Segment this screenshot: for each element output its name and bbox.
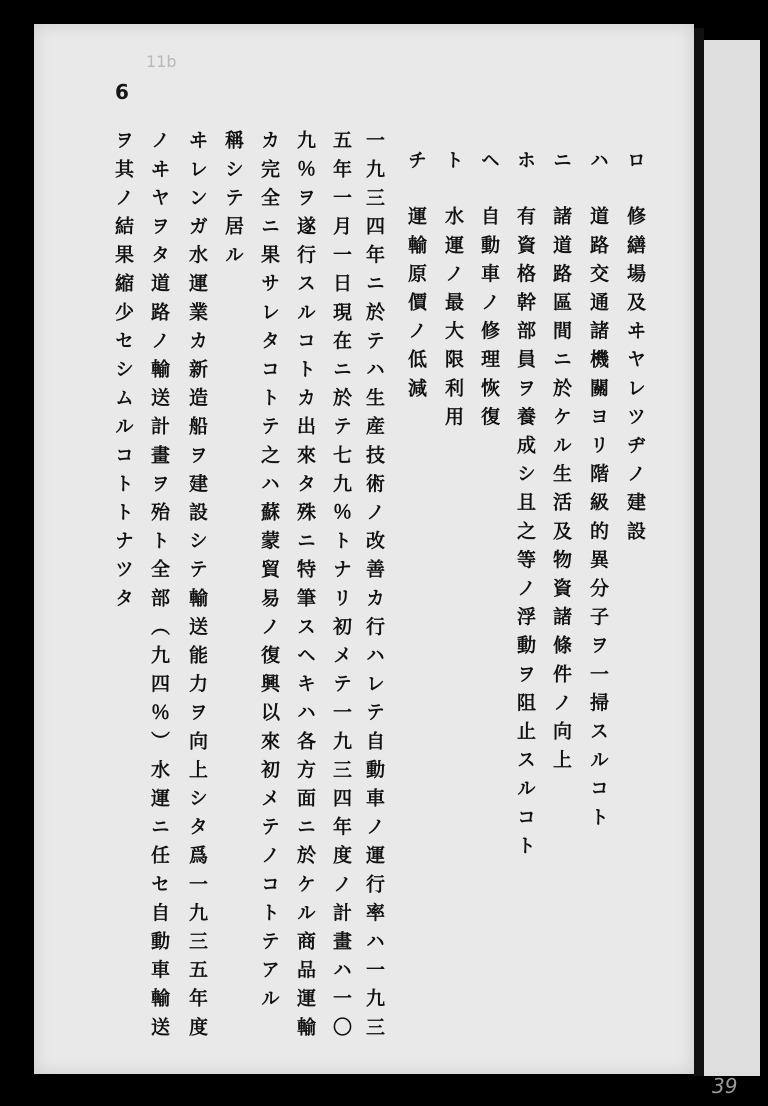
list-item: 諸道路區間ニ於ケル生活及物資諸條件ノ向上 [550, 206, 572, 778]
item-marker: ハ [587, 150, 609, 169]
corner-mark: 39 [712, 1074, 738, 1098]
pencil-annotation: 11b [146, 52, 177, 71]
list-item: 運輸原價ノ低減 [405, 206, 427, 407]
item-marker: チ [405, 150, 427, 169]
list-item: 道路交通諸機關ヨリ階級的異分子ヲ一掃スルコト [587, 206, 609, 836]
paragraph-line: カ完全ニ果サレタコトテ之ハ蘇蒙貿易ノ復興以來初メテノコトテアル [258, 130, 280, 1017]
paragraph-line: 稱シテ居ル [222, 130, 244, 273]
paragraph-line: ヰレンガ水運業カ新造船ヲ建設シテ輸送能力ヲ向上シタ爲一九三五年度 [186, 130, 208, 1046]
paragraph-line: 五年一月一日現在ニ於テ七九％トナリ初メテ一九三四年度ノ計畫ハ一〇 [330, 130, 352, 1046]
item-marker: ロ [624, 150, 646, 169]
list-item: 修繕場及ヰヤレツヂノ建設 [624, 206, 646, 550]
item-marker: ニ [550, 150, 572, 169]
paragraph-line: 九％ヲ遂行スルコトカ出來タ殊ニ特筆スヘキハ各方面ニ於ケル商品運輸 [294, 130, 316, 1046]
adjacent-page-edge [704, 40, 760, 1076]
item-marker: ホ [514, 150, 536, 169]
item-marker: ト [442, 150, 464, 169]
paragraph-line: ヲ其ノ結果縮少セシムルコトトナツタ [112, 130, 134, 617]
list-item: 水運ノ最大限利用 [442, 206, 464, 435]
paragraph-line: ノヰヤヲタ道路ノ輸送計畫ヲ殆ト全部（九四％）水運ニ任セ自動車輸送 [148, 130, 170, 1046]
list-item: 有資格幹部員ヲ養成シ且之等ノ浮動ヲ阻止スルコト [514, 206, 536, 864]
paragraph-line: 一九三四年ニ於テハ生産技術ノ改善カ行ハレテ自動車ノ運行率ハ一九三 [363, 130, 385, 1046]
item-marker: ヘ [478, 150, 500, 169]
list-item: 自動車ノ修理恢復 [478, 206, 500, 435]
book-binding [694, 28, 704, 1076]
page-number: 6 [115, 80, 129, 104]
